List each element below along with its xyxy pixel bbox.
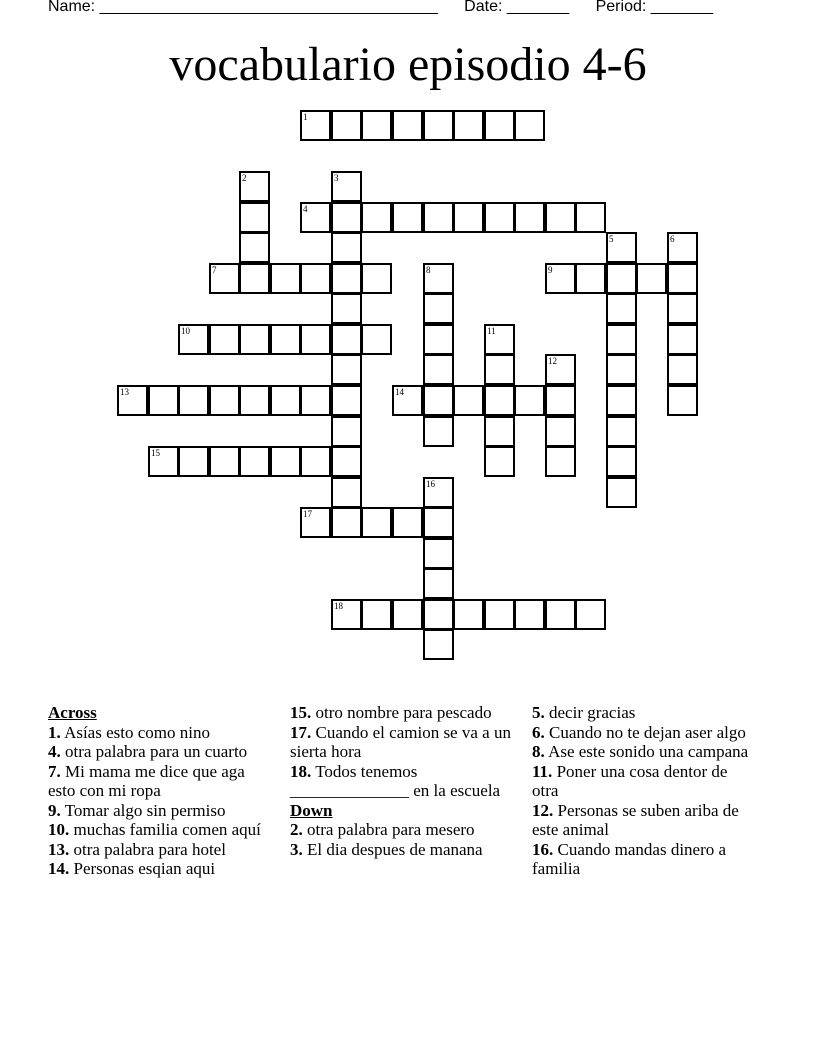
grid-cell[interactable] [453,110,484,141]
clue-number: 9 [548,265,553,275]
grid-cell[interactable] [300,110,331,141]
grid-cell[interactable] [606,293,637,324]
clue-item-number: 15. [290,703,312,722]
grid-cell[interactable] [606,354,637,385]
clue-item-number: 10. [48,820,70,839]
grid-cell[interactable] [423,477,454,508]
clue-number: 15 [151,448,160,458]
clue-item [48,723,274,743]
page-title: vocabulario episodio 4-6 [169,38,647,91]
clue-item [290,840,516,860]
grid-cell[interactable] [300,263,331,294]
grid-cell[interactable] [575,599,606,630]
clue-item-number: 1. [48,722,61,742]
grid-cell[interactable] [300,507,331,538]
grid-cell[interactable] [331,110,362,141]
grid-cell[interactable] [331,171,362,202]
grid-cell[interactable] [270,446,301,477]
grid-cell[interactable] [331,263,362,294]
clues-column-3 [532,703,758,879]
clue-item [290,762,516,801]
grid-cell[interactable] [178,446,209,477]
grid-cell[interactable] [545,263,576,294]
grid-cell[interactable] [423,599,454,630]
grid-cell[interactable] [331,507,362,538]
grid-cell[interactable] [300,446,331,477]
grid-cell[interactable] [545,416,576,447]
clue-number: 16 [426,479,435,489]
clue-item-text: muchas familia comen aquí [73,820,261,839]
grid-cell[interactable] [423,507,454,538]
grid-cell[interactable] [331,599,362,630]
clue-item-text: decir gracias [549,703,636,722]
clue-item-text: Cuando el camion se va a un sierta hora [290,722,511,761]
grid-cell[interactable] [331,477,362,508]
grid-cell[interactable] [392,385,423,416]
grid-cell[interactable] [270,324,301,355]
grid-cell[interactable] [423,263,454,294]
clue-item-number: 8. [532,742,545,761]
clue-item-number: 11. [532,761,553,781]
grid-cell[interactable] [453,202,484,233]
clue-item-text: otra palabra para hotel [73,839,226,859]
clue-item [48,840,274,860]
clue-item-number: 6. [532,722,545,742]
grid-cell[interactable] [239,385,270,416]
clue-item-number: 2. [290,820,303,839]
grid-cell[interactable] [331,202,362,233]
clue-item [532,742,758,762]
grid-cell[interactable] [361,599,392,630]
clue-item [48,820,274,840]
grid-cell[interactable] [300,324,331,355]
clue-item-text: otra palabra para mesero [307,820,475,839]
clue-item-text: Cuando no te dejan aser algo [549,722,746,742]
clue-item-text: Tomar algo sin permiso [64,800,226,820]
grid-cell[interactable] [423,385,454,416]
grid-cell[interactable] [484,110,515,141]
grid-cell[interactable] [270,385,301,416]
grid-cell[interactable] [667,293,698,324]
clue-item-text: otro nombre para pescado [315,703,492,722]
clue-item-number: 14. [48,859,70,878]
grid-cell[interactable] [484,446,515,477]
grid-cell[interactable] [484,416,515,447]
clue-item [48,742,274,762]
grid-cell[interactable] [392,599,423,630]
grid-cell[interactable] [331,385,362,416]
grid-cell[interactable] [423,354,454,385]
grid-cell[interactable] [667,324,698,355]
clue-item-number: 17. [290,722,312,742]
clue-item [532,723,758,743]
grid-cell[interactable] [331,232,362,263]
clue-item-number: 12. [532,800,554,820]
grid-cell[interactable] [209,324,240,355]
grid-cell[interactable] [453,385,484,416]
grid-cell[interactable] [300,202,331,233]
clue-number: 10 [181,326,190,336]
clue-item-text: otra palabra para un cuarto [65,742,248,761]
clue-number: 4 [303,204,308,214]
grid-cell[interactable] [667,263,698,294]
clue-number: 7 [212,265,217,275]
grid-cell[interactable] [606,477,637,508]
grid-cell[interactable] [514,110,545,141]
clue-number: 8 [426,265,431,275]
period-field-label[interactable]: Period: _______ [595,0,714,15]
grid-cell[interactable] [423,538,454,569]
grid-cell[interactable] [545,599,576,630]
clue-item-number: 13. [48,839,70,859]
clue-number: 12 [548,356,557,366]
grid-cell[interactable] [423,293,454,324]
grid-cell[interactable] [270,263,301,294]
clue-item-text: Todos tenemos ______________ en la escuela [290,761,501,800]
clue-item-number: 5. [532,703,545,722]
clue-item [532,801,758,840]
clue-item [532,762,758,801]
grid-cell[interactable] [667,354,698,385]
clue-number: 2 [242,173,247,183]
clue-item [532,703,758,723]
clue-item-number: 7. [48,761,61,781]
grid-cell[interactable] [361,202,392,233]
grid-cell[interactable] [361,110,392,141]
grid-cell[interactable] [453,599,484,630]
grid-cell[interactable] [423,416,454,447]
clue-item-number: 9. [48,800,61,820]
grid-cell[interactable] [148,446,179,477]
grid-cell[interactable] [514,202,545,233]
clue-item [48,762,274,801]
clue-number: 14 [395,387,404,397]
clue-item-text: Ase este sonido una campana [548,742,749,761]
clue-number: 5 [609,234,614,244]
grid-cell[interactable] [667,232,698,263]
grid-cell[interactable] [484,324,515,355]
clue-item-text: Cuando mandas dinero a familia [532,839,727,878]
grid-cell[interactable] [209,385,240,416]
grid-cell[interactable] [239,232,270,263]
grid-cell[interactable] [392,507,423,538]
grid-cell[interactable] [239,446,270,477]
clues-column-1 [48,703,274,879]
grid-cell[interactable] [392,202,423,233]
grid-cell[interactable] [331,446,362,477]
grid-cell[interactable] [423,629,454,660]
grid-cell[interactable] [514,385,545,416]
clue-item-text: Personas se suben ariba de este animal [532,800,739,839]
grid-cell[interactable] [606,385,637,416]
grid-cell[interactable] [484,202,515,233]
grid-cell[interactable] [545,354,576,385]
grid-cell[interactable] [514,599,545,630]
clue-number: 6 [670,234,675,244]
clue-item [290,703,516,723]
grid-cell[interactable] [423,110,454,141]
grid-cell[interactable] [545,446,576,477]
grid-cell[interactable] [606,416,637,447]
clue-item-text: Poner una cosa dentor de otra [532,761,728,800]
grid-cell[interactable] [423,568,454,599]
clue-number: 17 [303,509,312,519]
grid-cell[interactable] [209,446,240,477]
clue-item-text: Mi mama me dice que aga esto con mi ropa [48,761,245,800]
grid-cell[interactable] [606,324,637,355]
clue-number: 18 [334,601,343,611]
grid-cell[interactable] [209,263,240,294]
grid-cell[interactable] [178,324,209,355]
clue-item-text: Asías esto como nino [64,722,210,742]
grid-cell[interactable] [239,202,270,233]
grid-cell[interactable] [239,324,270,355]
grid-cell[interactable] [575,202,606,233]
grid-cell[interactable] [484,354,515,385]
across-heading: Across [48,703,97,722]
grid-cell[interactable] [484,599,515,630]
grid-cell[interactable] [606,232,637,263]
grid-cell[interactable] [545,385,576,416]
grid-cell[interactable] [239,171,270,202]
clue-number: 3 [334,173,339,183]
grid-cell[interactable] [239,263,270,294]
grid-cell[interactable] [606,263,637,294]
grid-cell[interactable] [361,263,392,294]
grid-cell[interactable] [331,354,362,385]
grid-cell[interactable] [148,385,179,416]
grid-cell[interactable] [361,324,392,355]
grid-cell[interactable] [545,202,576,233]
clue-item-number: 18. [290,761,312,781]
grid-cell[interactable] [178,385,209,416]
clues-column-2 [290,703,516,859]
grid-cell[interactable] [331,416,362,447]
grid-cell[interactable] [423,324,454,355]
grid-cell[interactable] [361,507,392,538]
grid-cell[interactable] [331,293,362,324]
clue-number: 13 [120,387,129,397]
grid-cell[interactable] [484,385,515,416]
grid-cell[interactable] [117,385,148,416]
clue-item-text: Personas esqian aqui [73,859,216,878]
grid-cell[interactable] [331,324,362,355]
clue-item [290,820,516,840]
clue-item [290,723,516,762]
clue-item [532,840,758,879]
grid-cell[interactable] [300,385,331,416]
grid-cell[interactable] [667,385,698,416]
grid-cell[interactable] [423,202,454,233]
down-heading: Down [290,800,333,820]
grid-cell[interactable] [392,110,423,141]
clue-number: 1 [303,112,308,122]
clue-number: 11 [487,326,496,336]
grid-cell[interactable] [606,446,637,477]
clue-item-number: 16. [532,839,554,859]
name-field-label[interactable]: Name: ______________________________________ [48,0,438,15]
clue-item-number: 3. [290,839,303,859]
grid-cell[interactable] [575,263,606,294]
clue-item-number: 4. [48,742,61,761]
clue-item-text: El dia despues de manana [307,839,483,859]
clue-item [48,801,274,821]
date-field-label[interactable]: Date: _______ [464,0,570,15]
grid-cell[interactable] [636,263,667,294]
clue-item [48,859,274,879]
